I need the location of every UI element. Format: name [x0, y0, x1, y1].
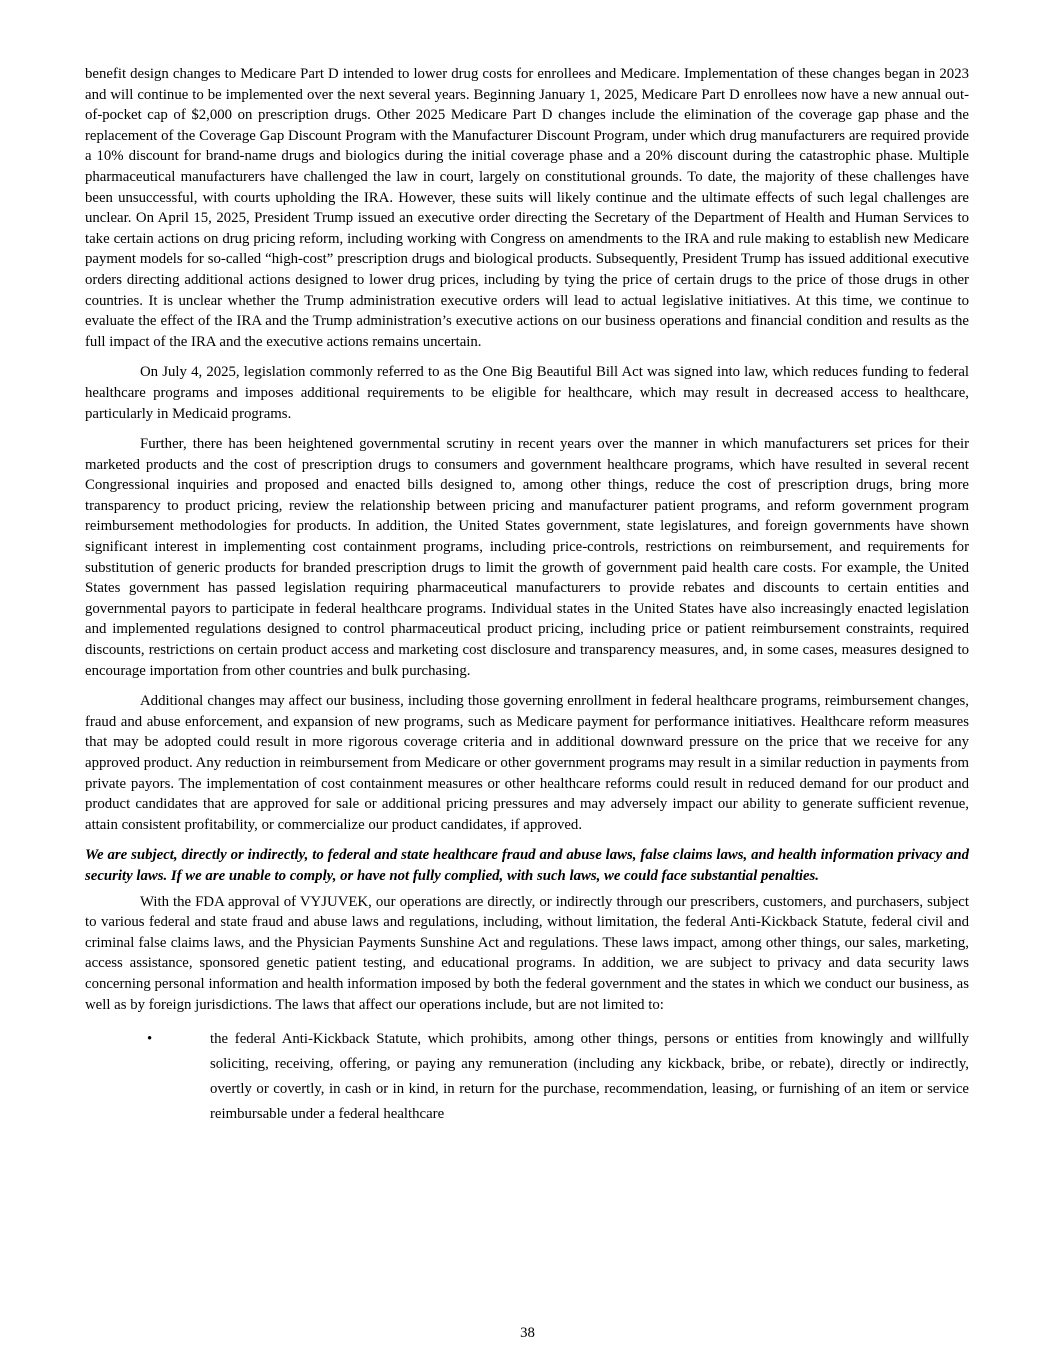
bullet-list-item [85, 1027, 969, 1127]
paragraph-governmental-scrutiny: Further, there has been heightened governmental scrutiny in recent years over the manner in which manufacturers set prices for their marketed products and the cost of prescription drugs to consumers and government healthcare programs, which have resulted in several recent Congressional inquiries and proposed and enacted bills designed to, among other things, reduce the cost of prescription drugs, bring more transparency to product pricing, review the relationship between pricing and manufacturer patient programs, and reform government program reimbursement methodologies for products. In addition, the United States government, state legislatures, and foreign governments have shown significant interest in implementing cost containment programs, including price-controls, restrictions on reimbursement, and requirements for substitution of generic products for branded prescription drugs to limit the growth of government paid health care costs. For example, the United States government has passed legislation requiring pharmaceutical manufacturers to provide rebates and discounts to certain entities and governmental payors to participate in federal healthcare programs. Individual states in the United States have also increasingly enacted legislation and implemented regulations designed to control pharmaceutical product pricing, including price or patient reimbursement constraints, required discounts, restrictions on certain product access and marketing cost disclosure and transparency measures, and, in some cases, measures designed to encourage importation from other countries and bulk purchasing. [85, 436, 969, 679]
page-number: 38 [520, 1325, 535, 1341]
paragraph-fda-approval-vyjuvek: With the FDA approval of VYJUVEK, our operations are directly, or indirectly through our prescribers, customers, and purchasers, subject to various federal and state fraud and abuse laws and regulations, including, without limitation, the federal Anti-Kickback Statute, federal civil and criminal false claims laws, and the Physician Payments Sunshine Act and regulations. These laws impact, among other things, our sales, marketing, access assistance, sponsored genetic patient testing, and educational programs. In addition, we are subject to privacy and data security laws concerning personal information and health information imposed by both the federal government and the states in which we conduct our business, as well as by foreign jurisdictions. The laws that affect our operations include, but are not limited to: [85, 893, 969, 1013]
bullet-icon: • [147, 1031, 153, 1048]
document-body [85, 64, 969, 1127]
paragraph-additional-changes: Additional changes may affect our business, including those governing enrollment in federal healthcare programs, reimbursement changes, fraud and abuse enforcement, and expansion of new programs, such as Medicare payment for performance initiatives. Healthcare reform measures that may be adopted could result in more rigorous coverage criteria and in additional downward pressure on the price that we receive for any approved product. Any reduction in reimbursement from Medicare or other government programs may result in a similar reduction in payments from private payors. The implementation of cost containment measures or other healthcare reforms could result in reduced demand for our product and product candidates that are approved for sale or additional pricing pressures and may adversely impact our ability to generate sufficient revenue, attain consistent profitability, or commercialize our product candidates, if approved. [85, 693, 969, 833]
paragraph-ira-medicare-part-d: benefit design changes to Medicare Part D intended to lower drug costs for enrollees and Medicare. Implementation of these changes began in 2023 and will continue to be implemented over the next several years. Beginning January 1, 2025, Medicare Part D enrollees now have a new annual out-of-pocket cap of $2,000 on prescription drugs. Other 2025 Medicare Part D changes include the elimination of the coverage gap phase and the replacement of the Coverage Gap Discount Program with the Manufacturer Discount Program, under which drug manufacturers are required provide a 10% discount for brand-name drugs and biologics during the initial coverage phase and a 20% discount during the catastrophic phase. Multiple pharmaceutical manufacturers have challenged the law in court, largely on constitutional grounds. To date, the majority of these challenges have been unsuccessful, with courts upholding the IRA. However, these suits will likely continue and the ultimate effects of such legal challenges are unclear. On April 15, 2025, President Trump issued an executive order directing the Secretary of the Department of Health and Human Services to take certain actions on drug pricing reform, including working with Congress on amendments to the IRA and rule making to establish new Medicare payment models for so-called “high-cost” prescription drugs and biological products. Subsequently, President Trump has issued additional executive orders directing additional actions designed to lower drug prices, including by tying the price of certain drugs to the price of those drugs in other countries. It is unclear whether the Trump administration executive orders will lead to actual legislative initiatives. At this time, we continue to evaluate the effect of the IRA and the Trump administration’s executive actions on our business operations and financial condition and results as the full impact of the IRA and the executive actions remains uncertain. [85, 66, 969, 350]
bullet-text: the federal Anti-Kickback Statute, which prohibits, among other things, persons or entities from knowingly and willfully soliciting, receiving, offering, or paying any remuneration (including any kickback, bribe, or rebate), directly or indirectly, overtly or covertly, in cash or in kind, in return for the purchase, recommendation, leasing, or furnishing of an item or service reimbursable under a federal healthcare [210, 1031, 969, 1122]
risk-factor-heading: We are subject, directly or indirectly, to federal and state healthcare fraud and abuse laws, false claims laws, and health information privacy and security laws. If we are unable to comply, or have not fully complied, with such laws, we could face substantial penalties. [85, 847, 969, 884]
paragraph-one-big-beautiful-bill-act: On July 4, 2025, legislation commonly referred to as the One Big Beautiful Bill Act was signed into law, which reduces funding to federal healthcare programs and imposes additional requirements to be eligible for healthcare, which may result in decreased access to healthcare, particularly in Medicaid programs. [85, 364, 969, 422]
